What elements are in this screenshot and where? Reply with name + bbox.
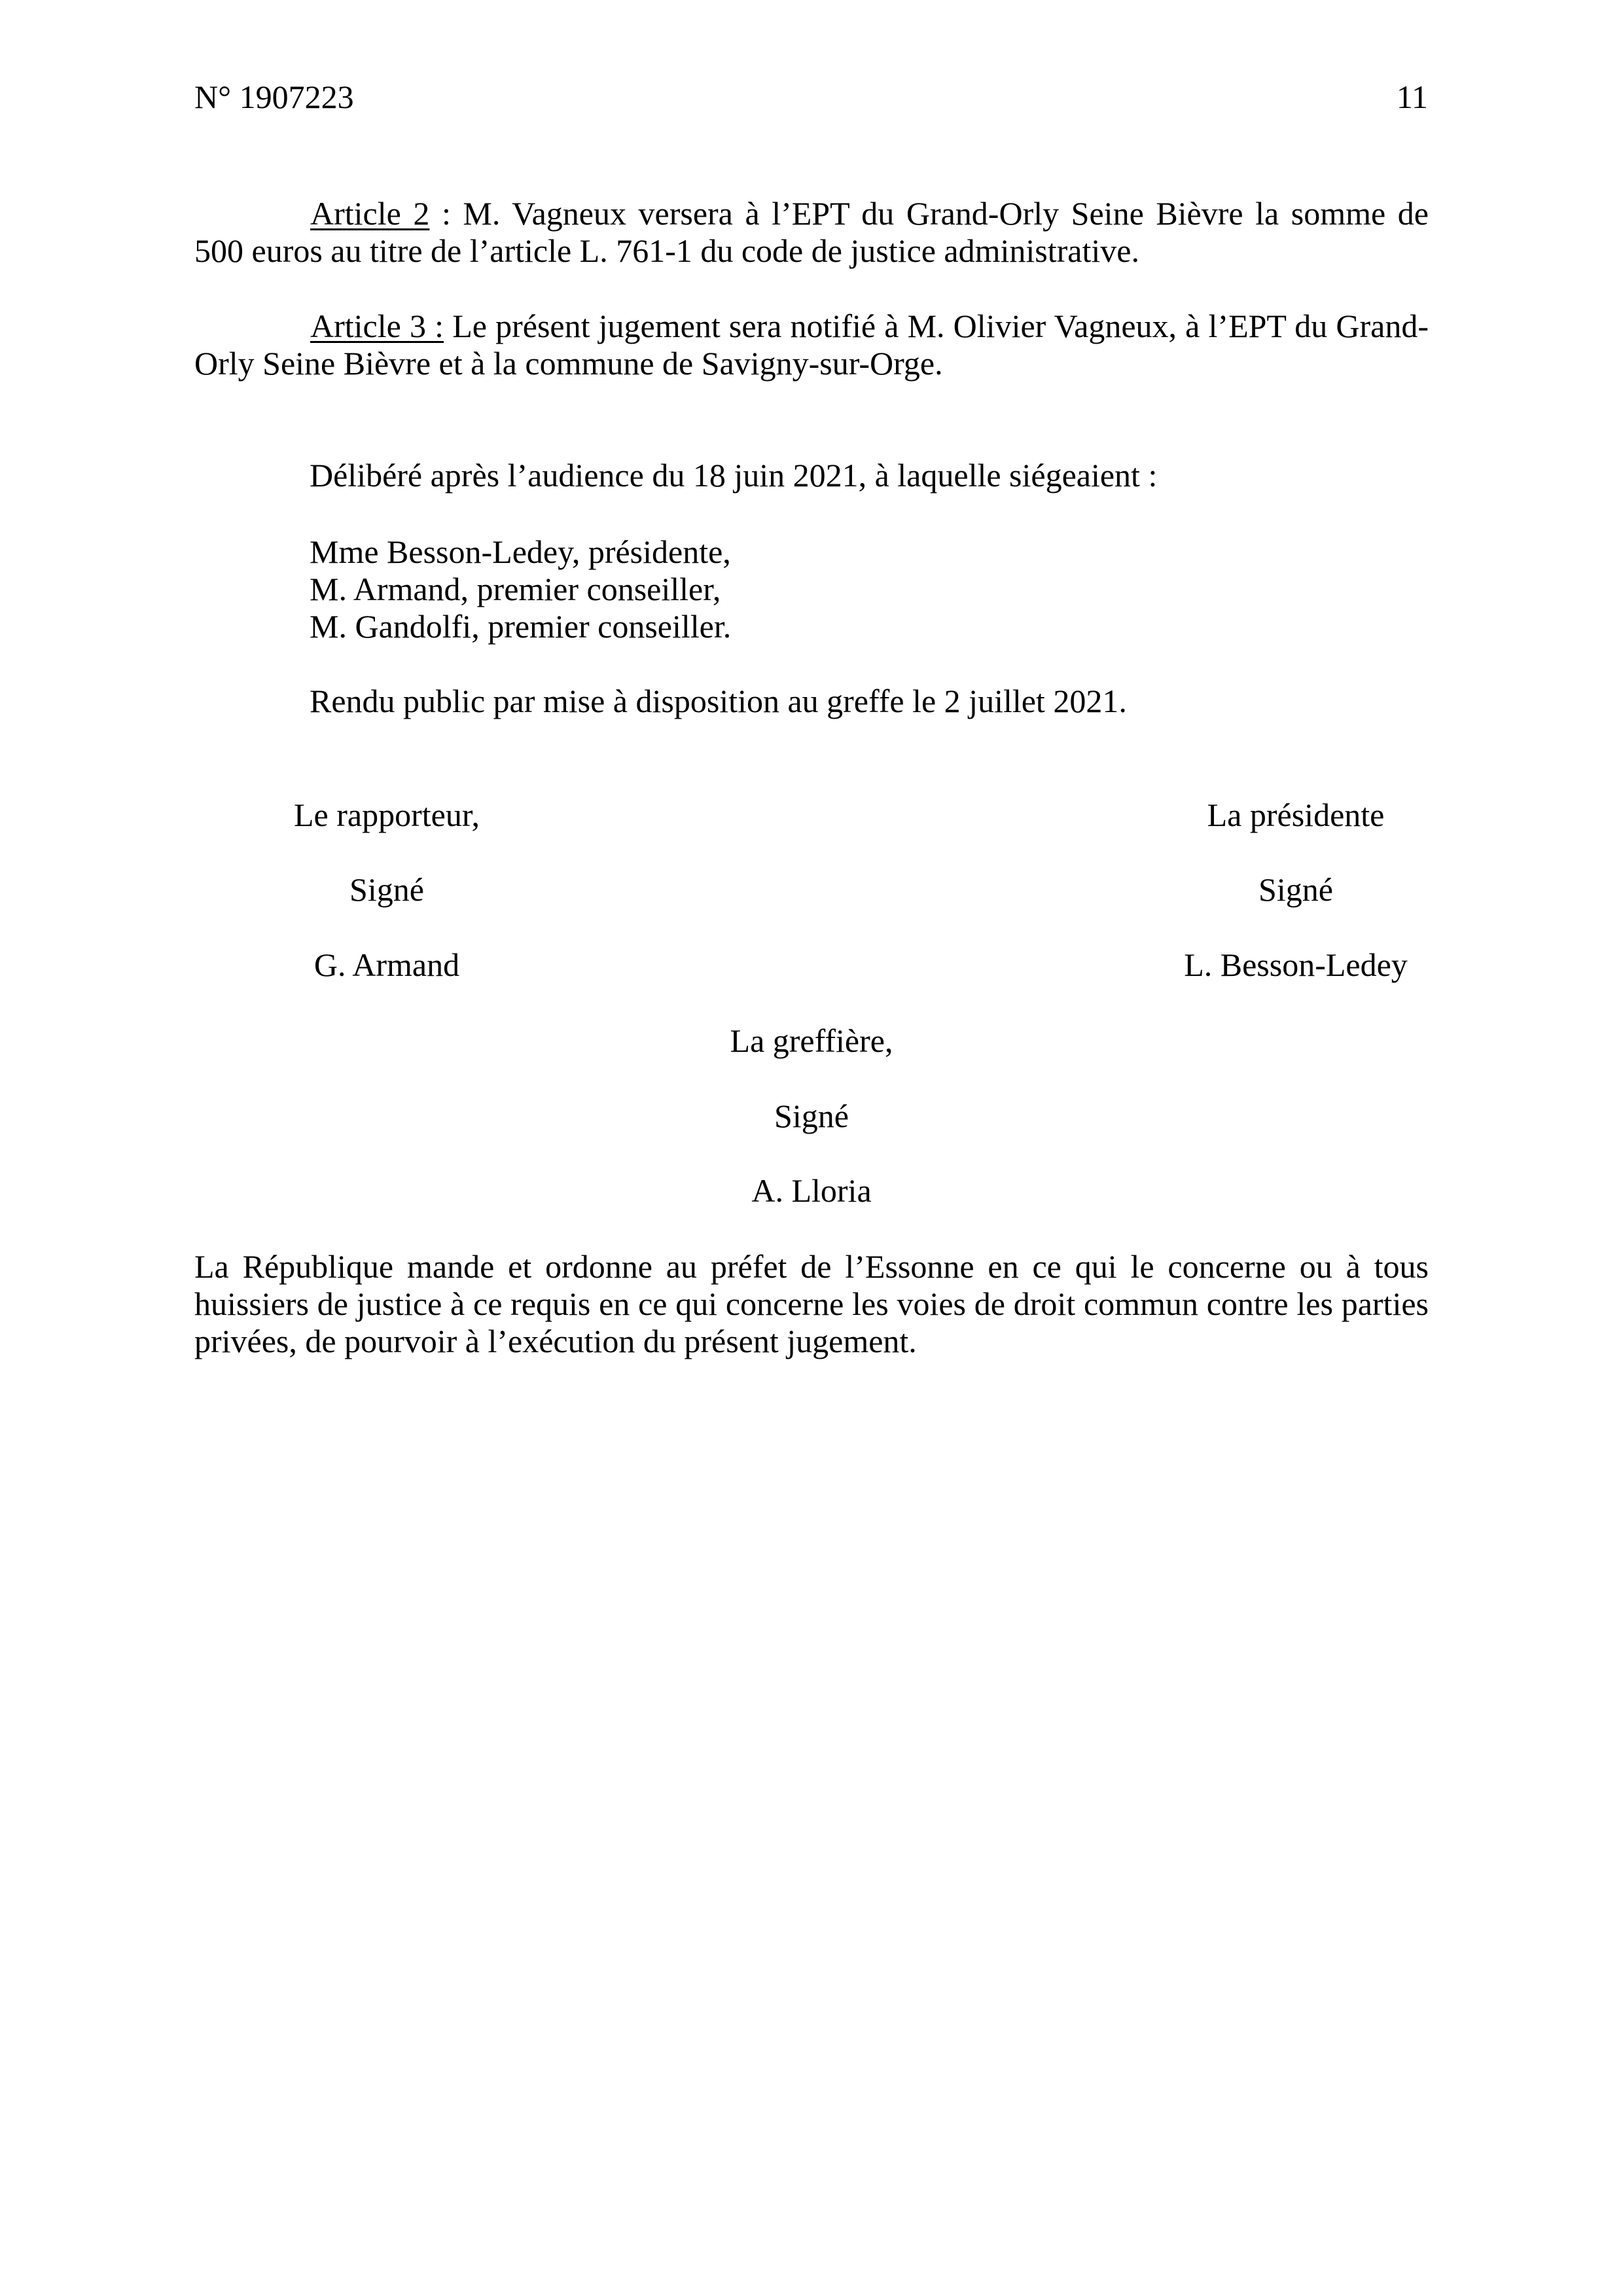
signature-rapporteur	[158, 797, 616, 984]
signature-status: Signé	[349, 871, 424, 908]
article-3-line-2: Orly Seine Bièvre et à la commune de Savigny-sur-Orge.	[194, 345, 943, 382]
article-2-line-1	[194, 195, 1429, 232]
page-number: 11	[1396, 79, 1428, 115]
signature-title: La présidente	[1207, 797, 1385, 833]
case-number: N° 1907223	[194, 79, 354, 115]
article-3-label: Article 3 :	[310, 308, 444, 344]
signature-title: La greffière,	[730, 1022, 893, 1059]
court-member: Mme Besson-Ledey, présidente,	[310, 533, 731, 570]
signature-presidente	[1067, 797, 1525, 984]
article-3-line-1	[194, 308, 1429, 345]
signature-greffiere	[582, 1022, 1041, 1210]
article-2-text-1: : M. Vagneux versera à l’EPT du Grand-Orly Seine Bièvre la somme de	[429, 195, 1429, 232]
court-member: M. Gandolfi, premier conseiller.	[310, 608, 732, 645]
article-2	[194, 195, 1429, 270]
article-3-text-1: Le présent jugement sera notifié à M. Olivier Vagneux, à l’EPT du Grand-	[444, 308, 1429, 344]
signature-name: L. Besson-Ledey	[1184, 946, 1408, 983]
court-member: M. Armand, premier conseiller,	[310, 571, 721, 607]
signature-name: A. Lloria	[751, 1172, 872, 1209]
deliberation-intro: Délibéré après l’audience du 18 juin 2021, à laquelle siégeaient :	[310, 457, 1158, 493]
article-2-line-2: 500 euros au titre de l’article L. 761-1 du code de justice administrative.	[194, 232, 1139, 269]
signature-status: Signé	[774, 1098, 849, 1134]
signature-title: Le rapporteur,	[294, 797, 480, 833]
signature-status: Signé	[1258, 871, 1333, 908]
enforcement-formula	[194, 1248, 1429, 1360]
article-3	[194, 308, 1429, 382]
public-statement: Rendu public par mise à disposition au greffe le 2 juillet 2021.	[310, 683, 1127, 719]
article-2-label: Article 2	[310, 195, 430, 232]
court-members	[310, 533, 731, 645]
enforcement-line: huissiers de justice à ce requis en ce qui concerne les voies de droit commun contre les parties	[194, 1285, 1429, 1322]
enforcement-line: La République mande et ordonne au préfet de l’Essonne en ce qui le concerne ou à tous	[194, 1248, 1429, 1285]
enforcement-line: privées, de pourvoir à l’exécution du présent jugement.	[194, 1323, 917, 1359]
signature-name: G. Armand	[313, 946, 460, 983]
